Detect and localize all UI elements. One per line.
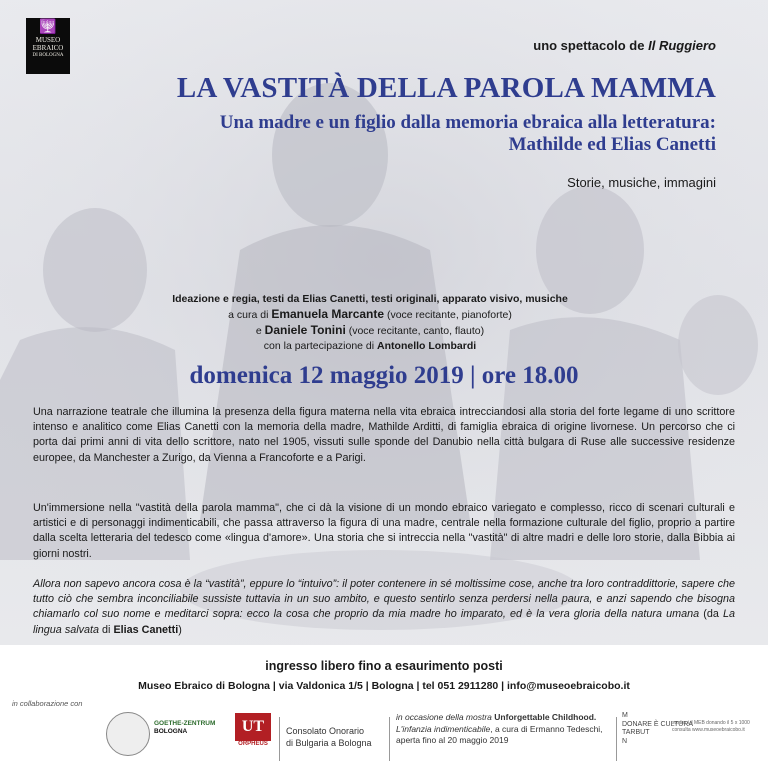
- credits-line-2-prefix: a cura di: [228, 309, 269, 321]
- tiny-line-1: sostieni il MEB donando il 5 x 1000: [672, 720, 750, 726]
- ut-mark: UT: [235, 713, 271, 741]
- subtitle-line-2: Mathilde ed Elias Canetti: [508, 134, 716, 155]
- footer: [0, 699, 768, 768]
- credits-line-4-prefix: con la partecipazione di: [263, 340, 375, 352]
- credits-ideazione: Ideazione e regia, testi da Elias Canetti, testi originali, apparato visivo, musiche: [172, 293, 568, 305]
- credits-line-2: [130, 307, 610, 323]
- credits-line-3: [130, 323, 610, 339]
- credits-line-1: [130, 292, 610, 307]
- kicker: [533, 38, 716, 53]
- logo-line-1: MUSEO: [35, 36, 61, 44]
- donare-line-1: M: [622, 712, 628, 719]
- quote-source-prefix: (da: [703, 608, 719, 621]
- paragraph-1: Una narrazione teatrale che illumina la presenza della figura materna nella vita ebraica intrecciandosi alla storia del forte legame di uno scrittore intenso e analitico come Elias Canetti con la memoria della madre, Mathilde Arditti, di famiglia ebraica di origine livornese. Un percorso che ci porta dai primi anni di vita dello scrittore, nato nel 1905, vissuti sulle sponde del Danubio nella città bulgara di Ruse alle successive residenze europee, da Manchester a Zurigo, da Vienna a Francoforte e a Parigi.: [33, 406, 735, 464]
- quote-source-close: ): [178, 623, 182, 636]
- address: Museo Ebraico di Bologna | via Valdonica 1/5 | Bologna | tel 051 2911280 | info@museoebraicobo.it: [138, 680, 630, 692]
- credits-line-3-suffix: (voce recitante, canto, flauto): [348, 325, 485, 337]
- divider: [616, 717, 617, 761]
- consolato-line-2: di Bulgaria a Bologna: [286, 738, 372, 748]
- five-per-mille-note: [672, 720, 760, 733]
- consolato: [286, 725, 372, 749]
- page-title: LA VASTITÀ DELLA PAROLA MAMMA: [176, 72, 716, 104]
- goethe-text: [154, 720, 215, 736]
- credits-name-lombardi: Antonello Lombardi: [377, 340, 477, 352]
- logo-line-2: EBRAICO: [32, 44, 64, 52]
- credits-line-4: [130, 339, 610, 354]
- kicker-prefix: uno spettacolo de: [533, 38, 645, 53]
- credits: [130, 292, 610, 354]
- ut-orpheus-logo: [235, 713, 271, 753]
- quote-source-title: La lingua salvata: [33, 608, 735, 636]
- tiny-line-2: consulta www.museoebraicobo.it: [672, 726, 745, 733]
- tagline: Storie, musiche, immagini: [567, 175, 716, 190]
- credits-line-3-prefix: e: [255, 325, 262, 337]
- subtitle-line-1: Una madre e un figlio dalla memoria ebraica alla letteratura:: [219, 112, 716, 133]
- paragraph-2: Un'immersione nella "vastità della parola mamma", che ci dà la visione di un mondo ebraico variegato e complesso, ricco di scenari culturali e artistici e di personaggi indimenticabili, che passa attraverso la figura di una madre, centrale nella formazione culturale del figlio, proprio a partire dalla scelta letteraria del tedesco come «lingua d'amore». Una storia che si intreccia nella "vastità" di altre madri e delle loro storie, dalla Bibbia ai giorni nostri.: [33, 502, 735, 560]
- kicker-company: Il Ruggiero: [648, 38, 716, 53]
- mostra-title: Unforgettable Childhood.: [494, 712, 597, 722]
- entry-info: ingresso libero fino a esaurimento posti: [265, 659, 503, 673]
- goethe-logo: [106, 712, 226, 756]
- mostra-info: [396, 712, 616, 747]
- museo-ebraico-logo: [26, 18, 70, 74]
- mostra-prefix: in occasione della mostra: [396, 712, 492, 722]
- quote-source-mid: di: [102, 623, 111, 636]
- event-date: domenica 12 maggio 2019 | ore 18.00: [189, 362, 579, 389]
- donare-line-4: N: [622, 737, 628, 745]
- mostra-sub: L'infanzia indimenticabile: [396, 723, 491, 734]
- university-seal-icon: [106, 712, 150, 756]
- logo-line-3: DI BOLOGNA: [32, 53, 64, 58]
- credits-name-marcante: Emanuela Marcante: [271, 307, 385, 321]
- goethe-line-1: GOETHE-ZENTRUM: [154, 720, 216, 727]
- donare-line-3: TARBUT: [622, 729, 650, 736]
- credits-name-tonini: Daniele Tonini: [264, 323, 346, 337]
- divider: [279, 717, 280, 761]
- collab-label: in collaborazione con: [12, 699, 83, 708]
- mostra-rest: , a cura di Ermanno Tedeschi, aperta fino al 20 maggio 2019: [396, 723, 603, 745]
- quote-source-author: Elias Canetti: [113, 623, 179, 636]
- subtitle: [96, 112, 716, 156]
- donare-line-2: DONARE È CULTURA: [622, 720, 694, 728]
- menorah-icon: 🕎: [39, 20, 57, 35]
- paragraph-3: [33, 577, 735, 638]
- quote-text: Allora non sapevo ancora cosa è la “vastità”, eppure lo “intuivo”: il poter contenere in sé moltissime cose, anche tra loro contraddittorie, sapere che tutto ciò che sembra inconciliabile sussiste tuttavia in un suo ambito, e questo sentirlo senza perdersi nella paura, e anzi sapendo che bisogna chiamarlo col suo nome e meditarci sopra: ecco la cosa che proprio da mia madre ho imparato, ed è la vera gloria della natura umana: [33, 578, 735, 621]
- ut-sub: ORPHEUS: [238, 741, 268, 747]
- goethe-line-2: BOLOGNA: [154, 728, 188, 735]
- divider: [389, 717, 390, 761]
- consolato-line-1: Consolato Onorario: [286, 726, 365, 736]
- credits-line-2-suffix: (voce recitante, pianoforte): [386, 309, 512, 321]
